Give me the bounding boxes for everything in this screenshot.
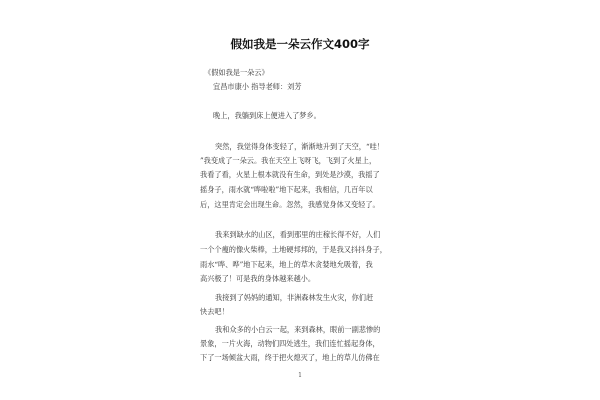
- paragraph-line: 我和众多的小白云一起，来到森林，眼前一副悲惨的: [215, 325, 381, 334]
- paragraph-line: 景象，一片火海，动物们四处逃生，我们连忙摇起身体，: [200, 339, 380, 348]
- paragraph-line: 下了一场倾盆大雨，终于把火熄灭了，地上的草儿仿佛在: [200, 353, 380, 362]
- paragraph-line: 雨水“哗、哗”地下起来，地上的草木贪婪地允吸着，我: [200, 260, 373, 269]
- paragraph-line: 摇身子，雨水就“哗啦啦”地下起来，我相信，几百年以: [200, 185, 373, 194]
- paragraph-line: ”我变成了一朵云。我在天空上飞呀飞，飞到了火星上，: [200, 156, 377, 165]
- paragraph-line: 我看了看，火星上根本就没有生命，到处是沙漠，我摇了: [200, 170, 380, 179]
- paragraph-line: 后，这里肯定会出现生命。忽然，我感觉身体又变轻了。: [200, 200, 380, 209]
- paragraph-line: 快去吧！: [200, 307, 229, 316]
- paragraph-line: 晚上，我躺到床上便进入了梦乡。: [213, 111, 321, 120]
- paragraph-line: 一个个瘦的像火柴棒，土地硬邦邦的，于是我又抖抖身子，: [200, 245, 387, 254]
- author-line: 宜昌市康小 指导老师：刘芳: [213, 82, 302, 91]
- page-number: 1: [298, 372, 302, 379]
- paragraph-line: 高兴极了！可是我的身体越来越小。: [200, 274, 316, 283]
- paragraph-line: 突然，我觉得身体变轻了，渐渐地升到了天空，“哇！: [215, 142, 384, 151]
- document-title: 假如我是一朵云作文400字: [230, 37, 370, 51]
- paragraph-line: 我接到了妈妈的通知，非洲森林发生火灾，你们赶: [215, 293, 374, 302]
- paragraph-line: 我来到缺水的山区，看到那里的庄稼长得不好，人们: [215, 230, 381, 239]
- subtitle: 《假如我是一朵云》: [204, 68, 269, 77]
